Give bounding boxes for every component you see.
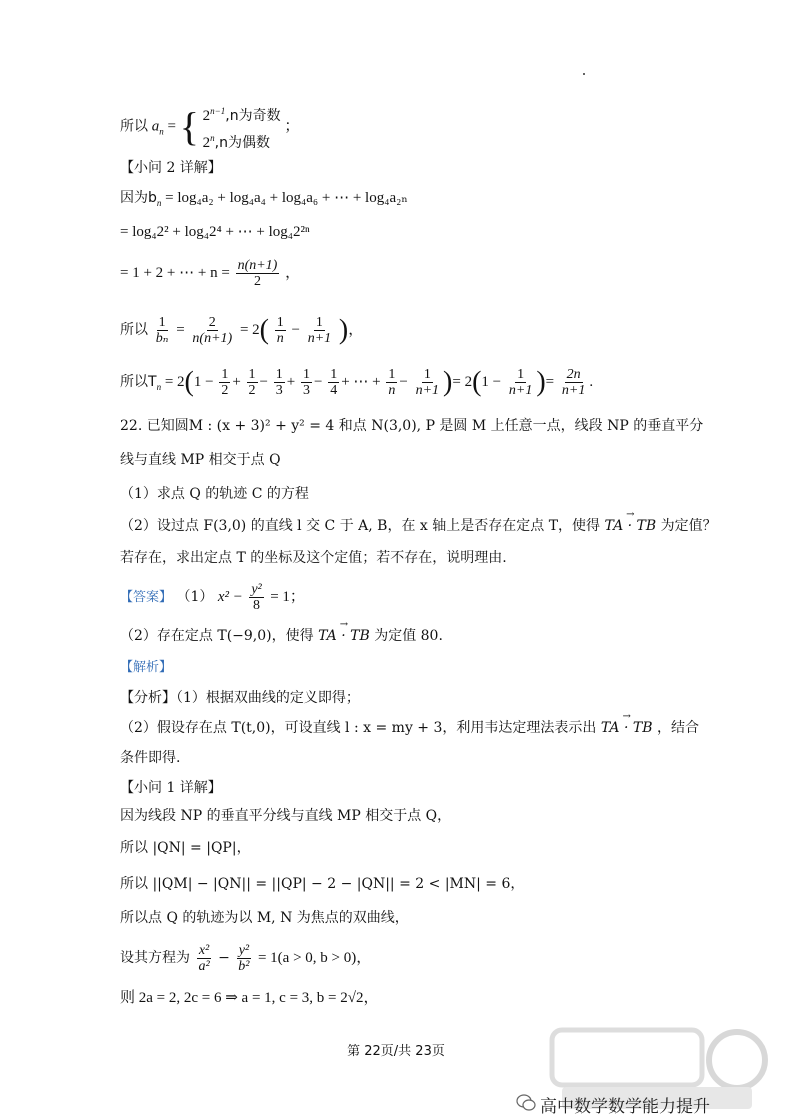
problem22-q2: （2）设过点 F(3,0) 的直线 l 交 C 于 A, B，在 x 轴上是否存在定点 T，使得 → TA · TB 为定值？ — [120, 516, 717, 536]
recip-fraction: $\frac{1}{\text{bₙ}}$ — [155, 315, 169, 347]
x2-over-a2: $\frac{\text{x²}}{\text{a²}}$ — [198, 942, 210, 974]
an-cases — [203, 100, 281, 154]
sub1-line1: 因为线段 NP 的垂直平分线与直线 MP 相交于点 Q， — [120, 808, 452, 824]
bn-line2: = log₄2² + log₄2⁴ + ⋯ + log₄2²ⁿ — [120, 224, 310, 240]
bn-line3: = 1 + 2 + ⋯ + n = $\frac{n(n+1)}{2}$ ， — [120, 258, 301, 290]
problem22-line1: 22. 已知圆M : (x + 3)² + y² = 4 和点 N(3,0), P 是圆 M 上任意一点，线段 NP 的垂直平分 — [120, 418, 704, 434]
y2-over-b2: $\frac{\text{y²}}{\text{b²}}$ — [238, 942, 250, 974]
left-brace: { — [179, 104, 199, 149]
answer-line1: 【答案】 （1） x² − $\frac{\text{y²}}{8}$ = 1； — [120, 581, 305, 613]
answer-line2: （2）存在定点 T(−9,0)，使得 → TA · TB 为定值 80. — [120, 626, 443, 646]
an-end: ； — [284, 118, 300, 135]
sub1-line4: 所以点 Q 的轨迹为以 M, N 为焦点的双曲线， — [120, 910, 409, 926]
problem22-line2: 线与直线 MP 相交于点 Q — [120, 452, 281, 468]
vector-ta-tb: → TA · TB — [605, 516, 657, 536]
brand-name: 高中数学数学能力提升 — [540, 1097, 710, 1117]
tn-line: 所以$T_n = 2(1$ − $\frac{1}{2}$ + $\frac{1}{2}$ − $\frac{1}{3}$ + $\frac{1}{3}$ − $\frac{1}{4}$ + ⋯ + $\frac{1}{n}$ − $\frac{1}{n+1}$ )= 2(1 − $\frac{1}{n+1}$ )= $\frac{2n}{n+1}$ . — [120, 366, 594, 399]
analysis-label: 【解析】 — [120, 660, 173, 675]
recip-mid-fraction: $\frac{2}{n(n+1)}$ — [192, 315, 233, 347]
problem22-q1: （1）求点 Q 的轨迹 C 的方程 — [120, 486, 309, 502]
vector-ta-tb: → TA · TB — [318, 626, 370, 646]
sub1-line2: 所以 |QN| = |QP|， — [120, 840, 251, 856]
an-prefix: 所以 — [120, 118, 148, 135]
problem22-q2-cont: 若存在，求出定点 T 的坐标及这个定值；若不存在，说明理由. — [120, 550, 507, 566]
an-piecewise-line: 所以 $a_n$ = { $2^{n-1},n$为奇数 2$^n$,n为偶数 ； — [120, 100, 299, 146]
bn-line1: 因为$b_n = \log_4a_2 + \log_4a_4 + \log_4a_6$ + ⋯ + log₄a₂ₙ — [120, 190, 408, 208]
recip-a-fraction: $\frac{1}{n}$ — [276, 315, 284, 347]
sub1-title: 【小问 1 详解】 — [120, 780, 222, 796]
an-case-odd: $2^{n-1},n$为奇数 — [202, 106, 281, 124]
answer-fraction: $\frac{\text{y²}}{8}$ — [251, 581, 262, 613]
sub2-title: 【小问 2 详解】 — [120, 160, 222, 176]
analysis-fx1: 【分析】（1）根据双曲线的定义即得； — [120, 690, 360, 706]
analysis-fx2-cont: 条件即得. — [120, 750, 181, 766]
reciprocal-line: 所以 $\frac{1}{\text{bₙ}}$ = $\frac{2}{n(n+1)}$ = 2( $\frac{1}{n}$ − $\frac{1}{n+1}$ )， — [120, 314, 364, 347]
recip-b-fraction: $\frac{1}{n+1}$ — [307, 315, 332, 347]
page-number: 第 22页/共 23页 — [347, 1044, 445, 1059]
vector-ta-tb: → TA · TB — [601, 718, 653, 738]
an-case-even: 2$^n$,n为偶数 — [202, 133, 270, 151]
an-var: a — [151, 118, 160, 135]
sub1-line5: 设其方程为 $\frac{\text{x²}}{\text{a²}}$ − $\frac{\text{y²}}{\text{b²}}$ = 1(a > 0, b > 0)， — [120, 942, 372, 974]
an-sub: n — [159, 126, 164, 137]
answer-label: 【答案】 — [120, 590, 173, 605]
sub1-line6: 则 2a = 2, 2c = 6 ⇒ a = 1, c = 3, b = 2√2， — [120, 990, 379, 1006]
bn-sum-fraction: $\frac{n(n+1)}{2}$ — [237, 258, 278, 290]
stray-dot — [583, 73, 585, 75]
wechat-icon — [516, 1094, 536, 1112]
sub1-line3: 所以 ||QM| − |QN|| = ||QP| − 2 − |QN|| = 2 < |MN| = 6， — [120, 876, 525, 892]
analysis-fx2: （2）假设存在点 T(t,0)，可设直线 l : x = my + 3，利用韦达定理法表示出 → TA · TB ，结合 — [120, 718, 699, 738]
